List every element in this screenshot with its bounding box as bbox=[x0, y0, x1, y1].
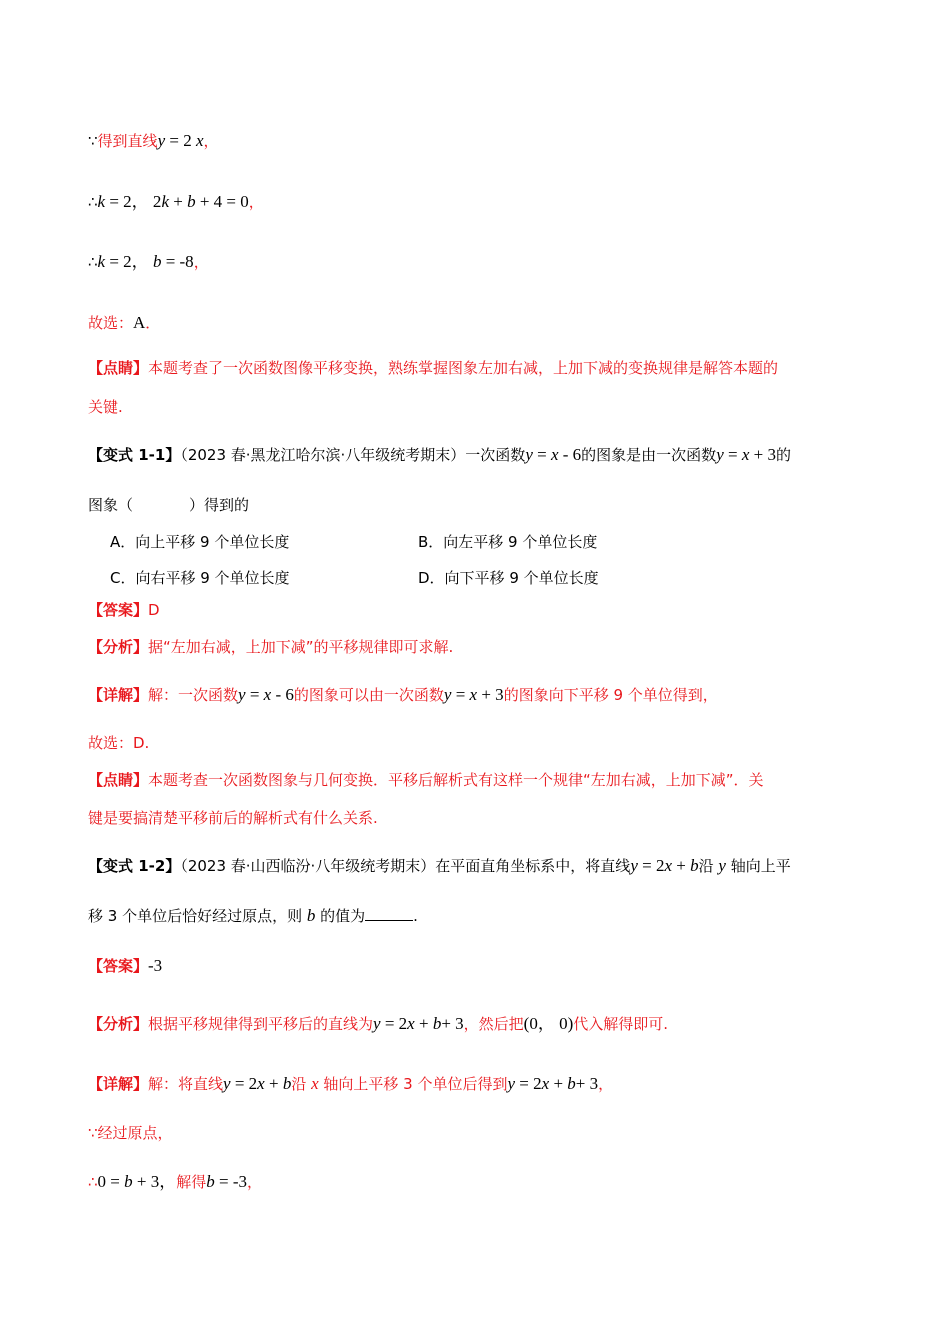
solve-line: ∴0 = b + 3，解得b = -3， bbox=[88, 1172, 263, 1191]
question-1-2-stem: 【变式 1-2】（2023 春·山西临汾·八年级统考期末）在平面直角坐标系中，将直线y = 2x + b沿 y 轴向上平 bbox=[88, 856, 791, 875]
dianjing-1-1-cont: 键是要搞清楚平移前后的解析式有什么关系. bbox=[88, 809, 378, 827]
dianjing-paragraph-1-cont: 关键. bbox=[88, 398, 123, 416]
choose-line: 故选：A． bbox=[88, 313, 161, 332]
answer-1-1: 【答案】D bbox=[88, 601, 160, 619]
answer-blank[interactable] bbox=[365, 906, 413, 921]
question-1-1-stem: 【变式 1-1】（2023 春·黑龙江哈尔滨·八年级统考期末）一次函数y = x - 6的图象是由一次函数y = x + 3的 bbox=[88, 445, 791, 464]
dianjing-paragraph-1: 【点睛】本题考查了一次函数图像平移变换，熟练掌握图象左加右减，上加下减的变换规律是解答本题的 bbox=[88, 359, 779, 377]
therefore-symbol: ∴ bbox=[88, 253, 98, 271]
option-c: C．向右平移 9 个单位长度 bbox=[110, 569, 290, 587]
line-step-1: ∵得到直线y = 2 x， bbox=[88, 131, 219, 150]
question-1-2-stem-cont: 移 3 个单位后恰好经过原点，则 b 的值为 . bbox=[88, 906, 418, 925]
question-tag: 【变式 1-2】 bbox=[88, 857, 181, 875]
dianjing-1-1: 【点睛】本题考查一次函数图象与几何变换．平移后解析式有这样一个规律“左加右减，上加下减”．关 bbox=[88, 771, 764, 789]
question-1-1-stem-cont: 图象（ ）得到的 bbox=[88, 496, 250, 514]
detail-1-2: 【详解】解：将直线y = 2x + b沿 x 轴向上平移 3 个单位后得到y = 2x + b+ 3， bbox=[88, 1074, 614, 1093]
line-step-3: ∴k = 2， b = -8， bbox=[88, 252, 209, 271]
option-d: D．向下平移 9 个单位长度 bbox=[418, 569, 599, 587]
question-tag: 【变式 1-1】 bbox=[88, 446, 181, 464]
option-b: B．向左平移 9 个单位长度 bbox=[418, 533, 598, 551]
because-symbol: ∵ bbox=[88, 132, 98, 150]
analysis-1-1: 【分析】据“左加右减，上加下减”的平移规律即可求解. bbox=[88, 638, 454, 656]
therefore-symbol: ∴ bbox=[88, 193, 98, 211]
option-a: A．向上平移 9 个单位长度 bbox=[110, 533, 290, 551]
analysis-1-2: 【分析】根据平移规律得到平移后的直线为y = 2x + b+ 3，然后把(0， 0)代入解得即可. bbox=[88, 1014, 669, 1033]
choose-1-1: 故选：D. bbox=[88, 734, 150, 752]
line-step-2: ∴k = 2， 2k + b + 4 = 0， bbox=[88, 192, 264, 211]
because-line: ∵经过原点， bbox=[88, 1124, 173, 1142]
detail-1-1: 【详解】解：一次函数y = x - 6的图象可以由一次函数y = x + 3的图象向下平移 9 个单位得到， bbox=[88, 685, 718, 704]
answer-1-2: 【答案】-3 bbox=[88, 956, 163, 975]
